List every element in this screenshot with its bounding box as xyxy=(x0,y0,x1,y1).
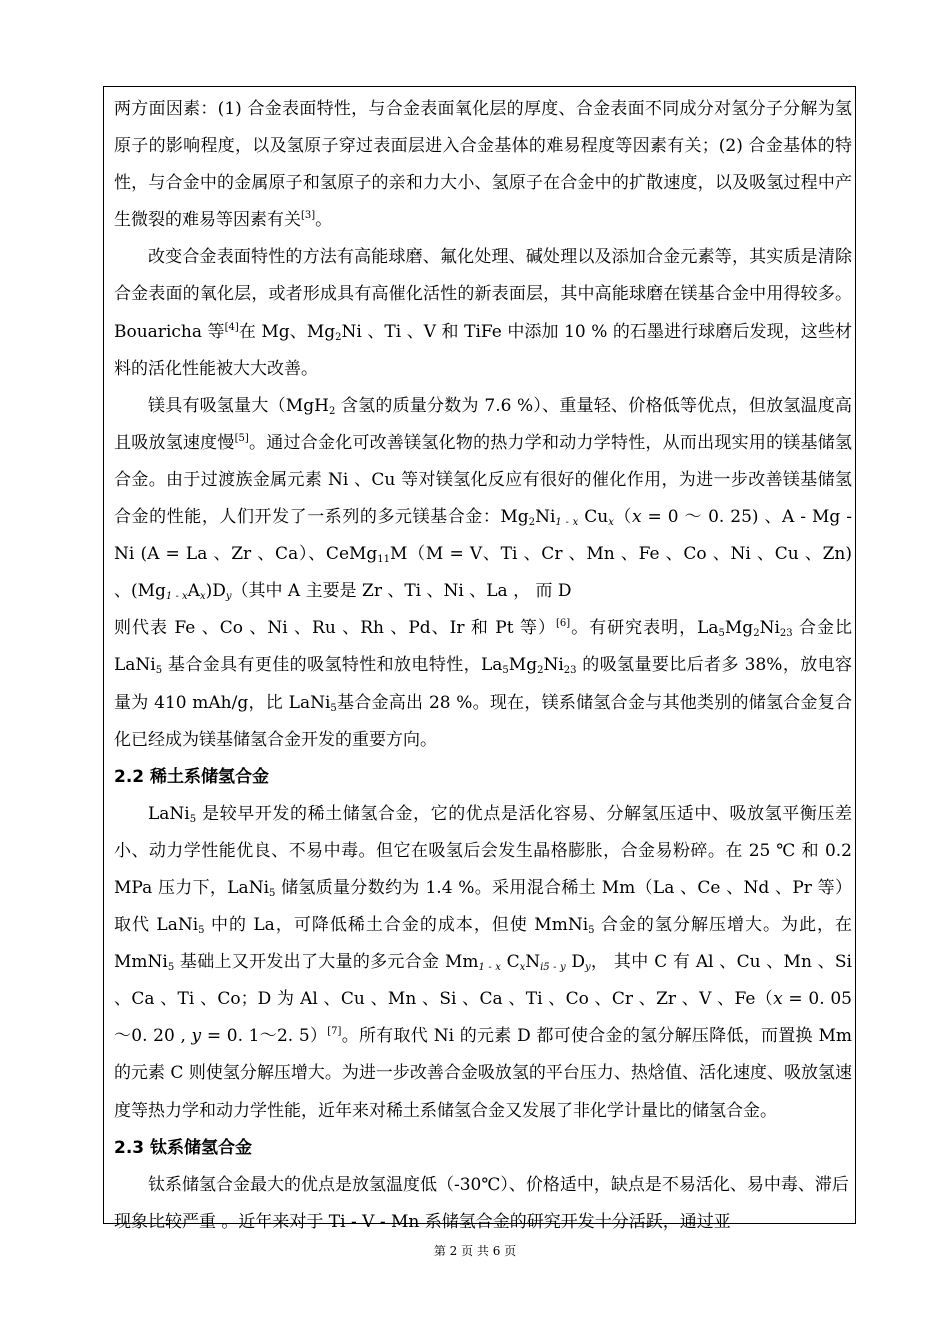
paragraph-5: 钛系储氢合金最大的优点是放氢温度低（-30℃）、价格适中，缺点是不易活化、易中毒、滞后现象比较严重 。近年来对于 Ti - V - Mn 系储氢合金的研究开发十分活跃，通过亚 xyxy=(114,1174,849,1232)
section-heading-2-2: 2.2 稀土系储氢合金 xyxy=(114,766,270,787)
paragraph-3: 镁具有吸氢量大（MgH$_2$ 含氢的质量分数为 7.6 %）、重量轻、价格低等优点，但放氢温度高且吸放氢速度慢[5]。通过合金化可改善镁氢化物的热力学和动力学特性，从而出现实用的镁基储氢合金。由于过渡族金属元素 Ni 、Cu 等对镁氢化反应有很好的催化作用，为进一步改善镁基储氢合金的性能，人们开发了一系列的多元镁基合金：$Mg_2Ni_{1 - x}$ $Cu_x(x = 0$ ～ 0. 25) 、A - Mg - Ni (A = La 、Zr 、Ca）、CeMg$_{11}$M（M = V、Ti 、Cr 、Mn 、Fe 、Co 、Ni 、Cu 、Zn) 、$(Mg_{1 - x}A_x)D_y$（其中 A 主要是 Zr 、Ti 、Ni 、La ， 而 D xyxy=(114,395,853,603)
document-body xyxy=(114,91,852,1241)
paragraph-3-continued: 则代表 Fe 、Co 、Ni 、Ru 、Rh 、Pd、Ir 和 Pt 等）[6]。有研究表明，$La_5Mg_2Ni_{23}$ 合金比 LaNi$_5$ 基合金具有更佳的吸氢特性和放电特性，$La_5Mg_2Ni_{23}$ 的吸氢量要比后者多 38%，放电容量为 410 mAh/g，比 LaNi$_5$基合金高出 28 %。现在，镁系储氢合金与其他类别的储氢合金复合化已经成为镁基储氢合金开发的重要方向。 xyxy=(114,618,853,750)
page-footer: 第 2 页 共 6 页 xyxy=(433,1244,517,1258)
paragraph-2: 改变合金表面特性的方法有高能球磨、氟化处理、碱处理以及添加合金元素等，其实质是清除合金表面的氧化层，或者形成具有高催化活性的新表面层，其中高能球磨在镁基合金中用得较多。Bouaricha 等[4]在 Mg、$Mg_2Ni$ 、Ti 、V 和 TiFe 中添加 10 % 的石墨进行球磨后发现，这些材料的活化性能被大大改善。 xyxy=(114,247,852,379)
section-heading-2-3: 2.3 钛系储氢合金 xyxy=(114,1137,253,1158)
paragraph-4: LaNi$_5$ 是较早开发的稀土储氢合金，它的优点是活化容易、分解氢压适中、吸放氢平衡压差小、动力学性能优良、不易中毒。但它在吸氢后会发生晶格膨胀，合金易粉碎。在 25 ℃ 和 0.2 MPa 压力下，LaNi$_5$ 储氢质量分数约为 1.4 %。采用混合稀土 Mm（La 、Ce 、Nd 、Pr 等）取代 LaNi$_5$ 中的 La，可降低稀土合金的成本，但使 MmNi$_5$ 合金的氢分解压增大。为此，在 MmNi$_5$ 基础上又开发出了大量的多元合金 $Mm_{1 - x}$ $C_xN_{i5 - y}$ $D_y$， 其中 C 有 Al 、Cu 、Mn 、Si 、Ca 、Ti 、Co；D 为 Al 、Cu 、Mn 、Si 、Ca 、Ti 、Co 、Cr 、Zr 、V 、Fe（x = 0. 05～0. 20 , y = 0. 1～2. 5）[7]。所有取代 Ni 的元素 D 都可使合金的氢分解压降低，而置换 Mm 的元素 C 则使氢分解压增大。为进一步改善合金吸放氢的平台压力、热焓值、活化速度、吸放氢速度等热力学和动力学性能，近年来对稀土系储氢合金又发展了非化学计量比的储氢合金。 xyxy=(114,803,853,1121)
paragraph-1: 两方面因素：(1) 合金表面特性，与合金表面氧化层的厚度、合金表面不同成分对氢分子分解为氢原子的影响程度，以及氢原子穿过表面层进入合金基体的难易程度等因素有关；(2) 合金基体的特性，与合金中的金属原子和氢原子的亲和力大小、氢原子在合金中的扩散速度，以及吸氢过程中产生微裂的难易等因素有关[3]。 xyxy=(114,99,852,231)
